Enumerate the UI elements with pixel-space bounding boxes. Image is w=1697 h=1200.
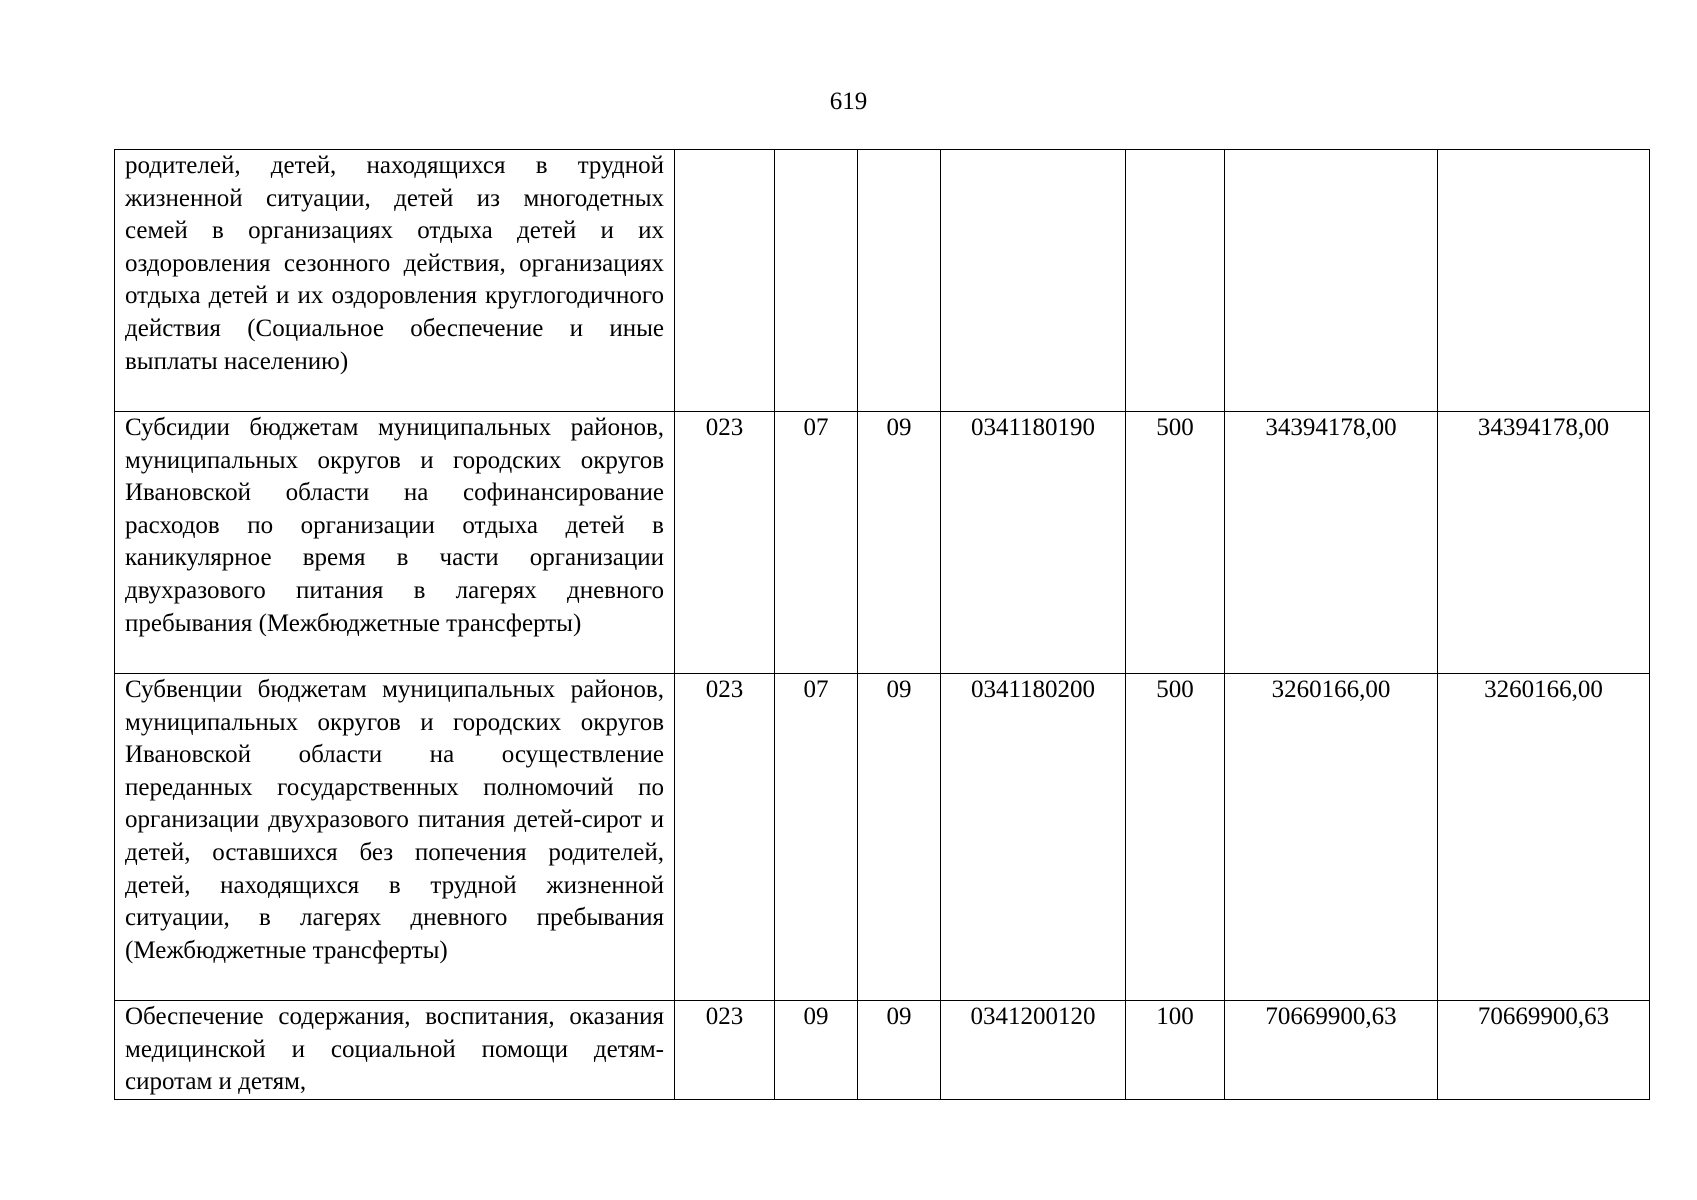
amount-cell-1 <box>1225 150 1438 412</box>
subsection-code-cell: 09 <box>858 412 941 674</box>
subsection-code-cell: 09 <box>858 1001 941 1100</box>
department-code-cell: 023 <box>675 1001 775 1100</box>
amount-cell-2 <box>1438 150 1650 412</box>
budget-table <box>114 149 1650 1100</box>
subsection-code-cell <box>858 150 941 412</box>
amount-cell-2: 34394178,00 <box>1438 412 1650 674</box>
amount-cell-2: 70669900,63 <box>1438 1001 1650 1100</box>
row-description: Субсидии бюджетам муниципальных районов, муниципальных округов и городских округов Ивановской области на софинансирование расходов по организации отдыха детей в каникулярное время в части организации двухразового питания в лагерях дневного пребывания (Межбюджетные трансферты) <box>115 412 675 674</box>
amount-cell-1: 34394178,00 <box>1225 412 1438 674</box>
section-code-cell <box>775 150 858 412</box>
table-row <box>115 150 1650 412</box>
section-code-cell: 07 <box>775 674 858 1001</box>
target-article-cell: 0341200120 <box>941 1001 1126 1100</box>
row-description: Обеспечение содержания, воспитания, оказания медицинской и социальной помощи детям-сиротам и детям, <box>115 1001 675 1100</box>
page-number: 619 <box>829 88 868 115</box>
section-code-cell: 07 <box>775 412 858 674</box>
table-row <box>115 412 1650 674</box>
department-code-cell: 023 <box>675 674 775 1001</box>
table-row <box>115 1001 1650 1100</box>
department-code-cell <box>675 150 775 412</box>
amount-cell-1: 3260166,00 <box>1225 674 1438 1001</box>
expense-type-cell <box>1126 150 1225 412</box>
table-row <box>115 674 1650 1001</box>
expense-type-cell: 500 <box>1126 674 1225 1001</box>
amount-cell-1: 70669900,63 <box>1225 1001 1438 1100</box>
target-article-cell: 0341180200 <box>941 674 1126 1001</box>
department-code-cell: 023 <box>675 412 775 674</box>
expense-type-cell: 500 <box>1126 412 1225 674</box>
subsection-code-cell: 09 <box>858 674 941 1001</box>
amount-cell-2: 3260166,00 <box>1438 674 1650 1001</box>
expense-type-cell: 100 <box>1126 1001 1225 1100</box>
row-description: родителей, детей, находящихся в трудной жизненной ситуации, детей из многодетных семей в организациях отдыха детей и их оздоровления сезонного действия, организациях отдыха детей и их оздоровления круглогодичного действия (Социальное обеспечение и иные выплаты населению) <box>115 150 675 412</box>
row-description: Субвенции бюджетам муниципальных районов, муниципальных округов и городских округов Ивановской области на осуществление переданных государственных полномочий по организации двухразового питания детей-сирот и детей, оставшихся без попечения родителей, детей, находящихся в трудной жизненной ситуации, в лагерях дневного пребывания (Межбюджетные трансферты) <box>115 674 675 1001</box>
section-code-cell: 09 <box>775 1001 858 1100</box>
target-article-cell: 0341180190 <box>941 412 1126 674</box>
target-article-cell <box>941 150 1126 412</box>
